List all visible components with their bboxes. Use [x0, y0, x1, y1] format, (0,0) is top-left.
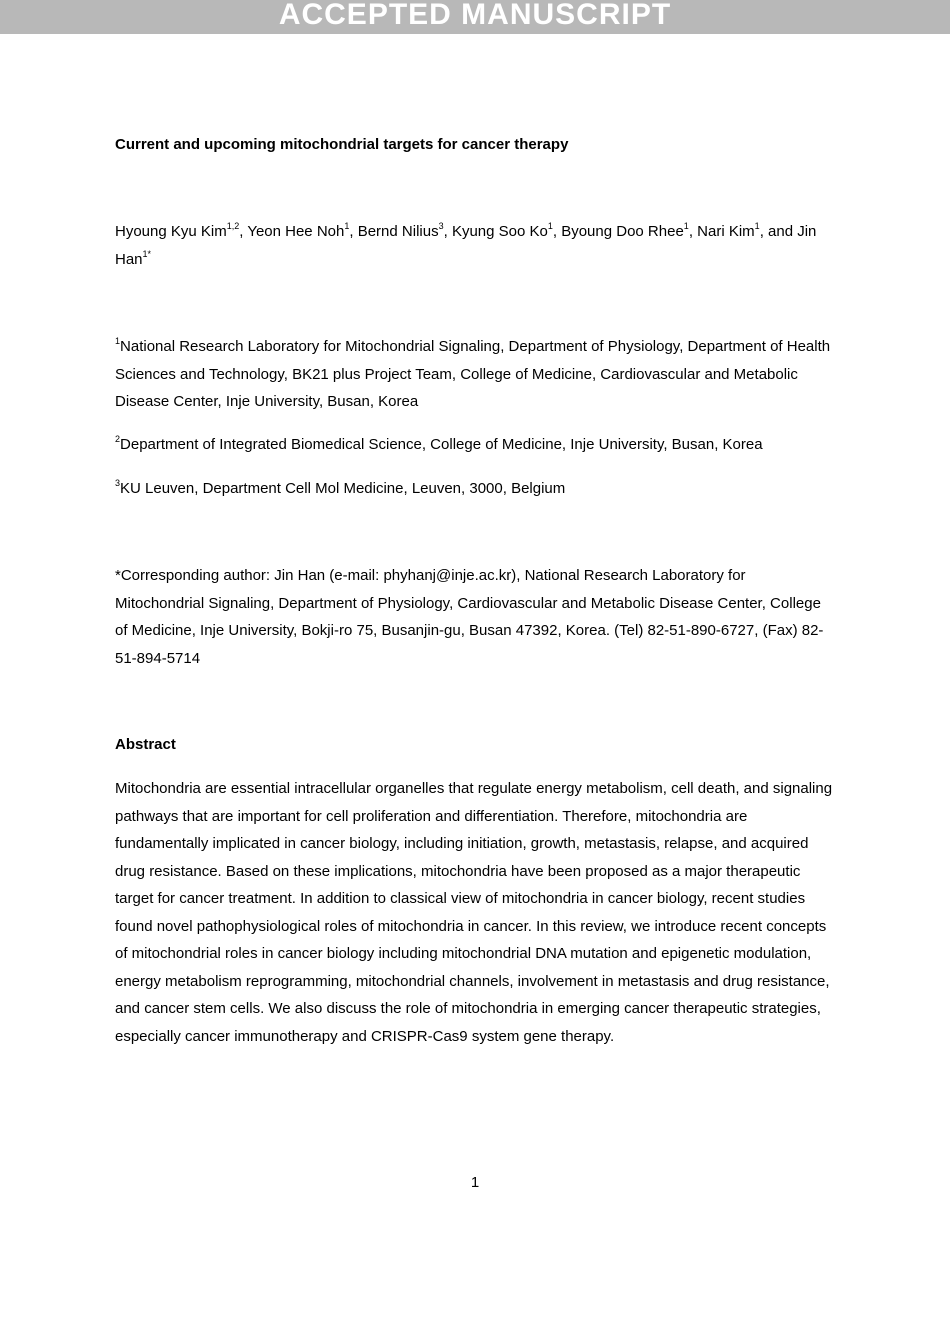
author-affiliation-marker: 1,2 [226, 221, 240, 231]
paper-title: Current and upcoming mitochondrial targets for cancer therapy [115, 136, 569, 153]
author-affiliation-marker: 1* [142, 248, 152, 259]
affiliation-1 [115, 333, 835, 416]
author-affiliation-marker: 3 [438, 221, 444, 231]
affiliation-2 [115, 431, 835, 459]
affiliation-text: KU Leuven, Department Cell Mol Medicine, Leuven, 3000, Belgium [120, 480, 566, 497]
author-name: Kyung Soo Ko [451, 223, 548, 240]
author-name: Bernd Nilius [357, 223, 439, 240]
affiliation-marker: 2 [115, 434, 121, 444]
accepted-manuscript-banner [0, 0, 950, 34]
corresponding-author: *Corresponding author: Jin Han (e-mail: phyhanj@inje.ac.kr), National Research Laboratory for Mitochondrial Signaling, Department of Physiology, Cardiovascular and Metabolic Disease Center, College of Medicine, Inje University, Bokji-ro 75, Busanjin-gu, Busan 47392, Korea. (Tel) 82-51-890-6727, (Fax) 82-51-894-5714 [115, 567, 824, 667]
page-number: 1 [470, 1174, 480, 1191]
author-affiliation-marker: 1 [547, 221, 553, 231]
author-affiliation-marker: 1 [754, 221, 760, 231]
abstract-body: Mitochondria are essential intracellular organelles that regulate energy metabolism, cell death, and signaling pathways that are important for cell proliferation and differentiation. Therefore, mitochondria are fundamentally implicated in cancer biology, including initiation, growth, metastasis, relapse, and acquired drug resistance. Based on these implications, mitochondria have been proposed as a major therapeutic target for cancer treatment. In addition to classical view of mitochondria in cancer biology, recent studies found novel pathophysiological roles of mitochondria in cancer. In this review, we introduce recent concepts of mitochondrial roles in cancer biology including mitochondrial DNA mutation and epigenetic modulation, energy metabolism reprogramming, mitochondrial channels, involvement in metastasis and drug resistance, and cancer stem cells. We also discuss the role of mitochondria in emerging cancer therapeutic strategies, especially cancer immunotherapy and CRISPR-Cas9 system gene therapy. [115, 780, 833, 1045]
affiliation-marker: 1 [115, 336, 121, 346]
author-name: Byoung Doo Rhee [561, 223, 684, 240]
affiliation-3 [115, 475, 835, 503]
author-affiliation-marker: 1 [344, 221, 350, 231]
author-list: Hyoung Kyu Kim$^{1,2}$, Yeon Hee Noh$^1$, Bernd Nilius$^3$, Kyung Soo Ko$^1$, Byoung Doo Rhee$^1$, Nari Kim$^1$, and Jin Han$^{1*}$ [115, 221, 817, 268]
author-name: Jin Han [115, 223, 817, 268]
affiliation-text: Department of Integrated Biomedical Science, College of Medicine, Inje University, Busan, Korea [120, 436, 763, 453]
author-name: Nari Kim [697, 223, 755, 240]
author-affiliation-marker: 1 [683, 221, 689, 231]
author-name: Hyoung Kyu Kim [115, 223, 227, 240]
abstract-heading: Abstract [115, 736, 176, 753]
banner-text: ACCEPTED MANUSCRIPT [278, 0, 672, 31]
affiliation-marker: 3 [115, 478, 121, 488]
affiliation-text: National Research Laboratory for Mitochondrial Signaling, Department of Physiology, Department of Health Sciences and Technology, BK21 plus Project Team, College of Medicine, Cardiovascular and Metabolic Disease Center, Inje University, Busan, Korea [115, 338, 831, 410]
author-name: Yeon Hee Noh [247, 223, 345, 240]
